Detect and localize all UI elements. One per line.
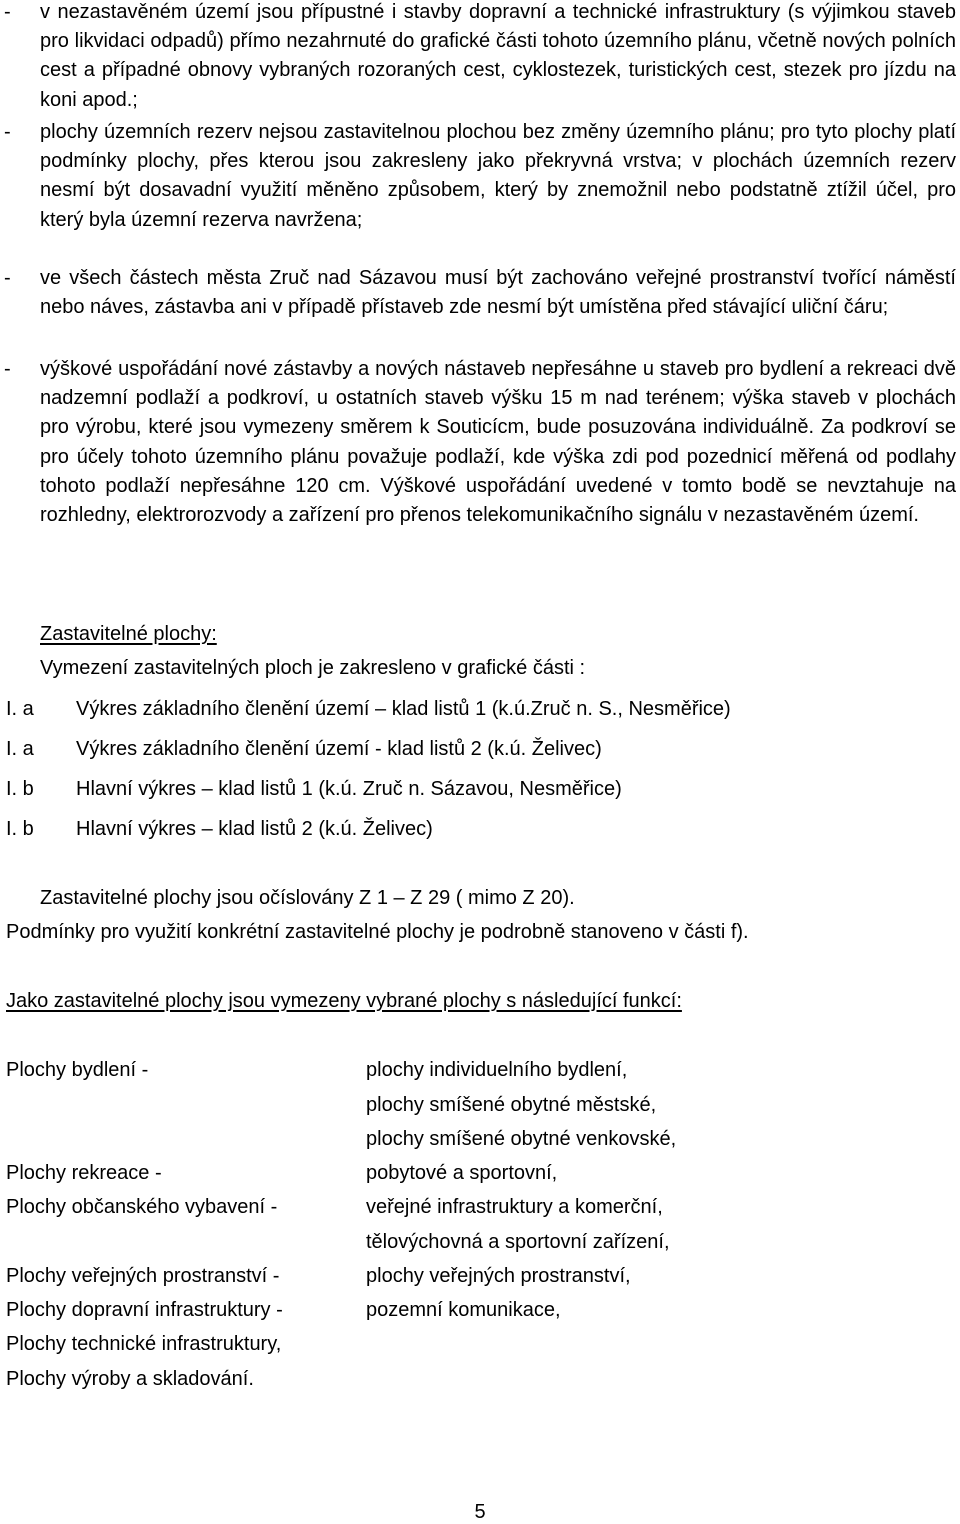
numbering-note: Zastavitelné plochy jsou očíslovány Z 1 – Z 29 ( mimo Z 20). bbox=[40, 887, 575, 909]
bullet-vyskove-usporadani bbox=[4, 355, 956, 530]
reference-text: Výkres základního členění území - klad listů 2 (k.ú. Želivec) bbox=[76, 738, 602, 760]
function-value: plochy smíšené obytné městské, bbox=[366, 1094, 657, 1116]
function-label: Plochy výroby a skladování. bbox=[6, 1368, 254, 1390]
bullet-dash: - bbox=[4, 267, 11, 289]
bullet-text: ve všech částech města Zruč nad Sázavou musí být zachováno veřejné prostranství tvořící náměstí nebo náves, zástavba ani v případě přístaveb zde nesmí být umístěna před stávající uliční čáru; bbox=[40, 267, 956, 319]
function-value: plochy veřejných prostranství, bbox=[366, 1265, 631, 1287]
page-number: 5 bbox=[474, 1501, 486, 1523]
reference-label: I. b bbox=[6, 778, 34, 800]
bullet-text: výškové uspořádání nové zástavby a nových nástaveb nepřesáhne u staveb pro bydlení a rekreaci dvě nadzemní podlaží a podkroví, u ostatních staveb výšku 15 m nad terénem; výška staveb v plochách pro výrobu, které jsou vymezeny směrem k Souticícm, bude posuzována individuálně. Za podkroví se pro účely tohoto územního plánu považuje podlaží, kde výška zdi pod pozednicí měřená od podlahy tohoto podlaží nepřesáhne 120 cm. Výškové uspořádání uvedené v tomto bodě se nevztahuje na rozhledny, elektrorozvody a zařízení pro přenos telekomunikačního signálu v nezastavěném území. bbox=[40, 358, 956, 527]
graphic-part-intro: Vymezení zastavitelných ploch je zakresleno v grafické části : bbox=[40, 657, 586, 679]
reference-label: I. a bbox=[6, 698, 34, 720]
bullet-text: plochy územních rezerv nejsou zastavitelnou plochou bez změny územního plánu; pro tyto plochy platí podmínky plochy, přes kterou jsou zakresleny jako překryvná vrstva; v plochách územních rezerv nesmí být dosavadní využití měněno způsobem, který by znemožnil nebo podstatně ztížil účel, pro který byla územní rezerva navržena; bbox=[40, 121, 956, 231]
bullet-verejne-prostranstvi bbox=[4, 264, 956, 322]
reference-label: I. a bbox=[6, 738, 34, 760]
function-label: Plochy rekreace - bbox=[6, 1162, 162, 1184]
bullet-dash: - bbox=[4, 358, 11, 380]
bullet-dash: - bbox=[4, 121, 11, 143]
function-value: plochy smíšené obytné venkovské, bbox=[366, 1128, 677, 1150]
reference-text: Výkres základního členění území – klad listů 1 (k.ú.Zruč n. S., Nesměřice) bbox=[76, 698, 731, 720]
bullet-text: v nezastavěném území jsou přípustné i stavby dopravní a technické infrastruktury (s výjimkou staveb pro likvidaci odpadů) přímo nezahrnuté do grafické části tohoto územního plánu, včetně nových polních cest a případné obnovy vybraných rozoraných cest, cyklostezek, turistických cest, stezek pro jízdu na koni apod.; bbox=[40, 1, 956, 111]
function-value: plochy individuelního bydlení, bbox=[366, 1059, 628, 1081]
function-value: tělovýchovná a sportovní zařízení, bbox=[366, 1231, 670, 1253]
function-label: Plochy bydlení - bbox=[6, 1059, 149, 1081]
section-heading-functions: Jako zastavitelné plochy jsou vymezeny vybrané plochy s následující funkcí: bbox=[6, 990, 682, 1012]
reference-label: I. b bbox=[6, 818, 34, 840]
function-value: pozemní komunikace, bbox=[366, 1299, 561, 1321]
bullet-uzemni-rezervy bbox=[4, 118, 956, 235]
bullet-dash: - bbox=[4, 1, 11, 23]
function-label: Plochy dopravní infrastruktury - bbox=[6, 1299, 283, 1321]
section-heading-zastavitelne-plochy: Zastavitelné plochy: bbox=[40, 623, 217, 645]
conditions-note: Podmínky pro využití konkrétní zastavitelné plochy je podrobně stanoveno v části f). bbox=[6, 921, 749, 943]
function-label: Plochy technické infrastruktury, bbox=[6, 1333, 282, 1355]
function-value: pobytové a sportovní, bbox=[366, 1162, 558, 1184]
reference-text: Hlavní výkres – klad listů 2 (k.ú. Želivec) bbox=[76, 818, 433, 840]
function-label: Plochy veřejných prostranství - bbox=[6, 1265, 280, 1287]
bullet-nezastavene-uzemi bbox=[4, 0, 956, 115]
function-value: veřejné infrastruktury a komerční, bbox=[366, 1196, 663, 1218]
function-label: Plochy občanského vybavení - bbox=[6, 1196, 278, 1218]
reference-text: Hlavní výkres – klad listů 1 (k.ú. Zruč n. Sázavou, Nesměřice) bbox=[76, 778, 622, 800]
